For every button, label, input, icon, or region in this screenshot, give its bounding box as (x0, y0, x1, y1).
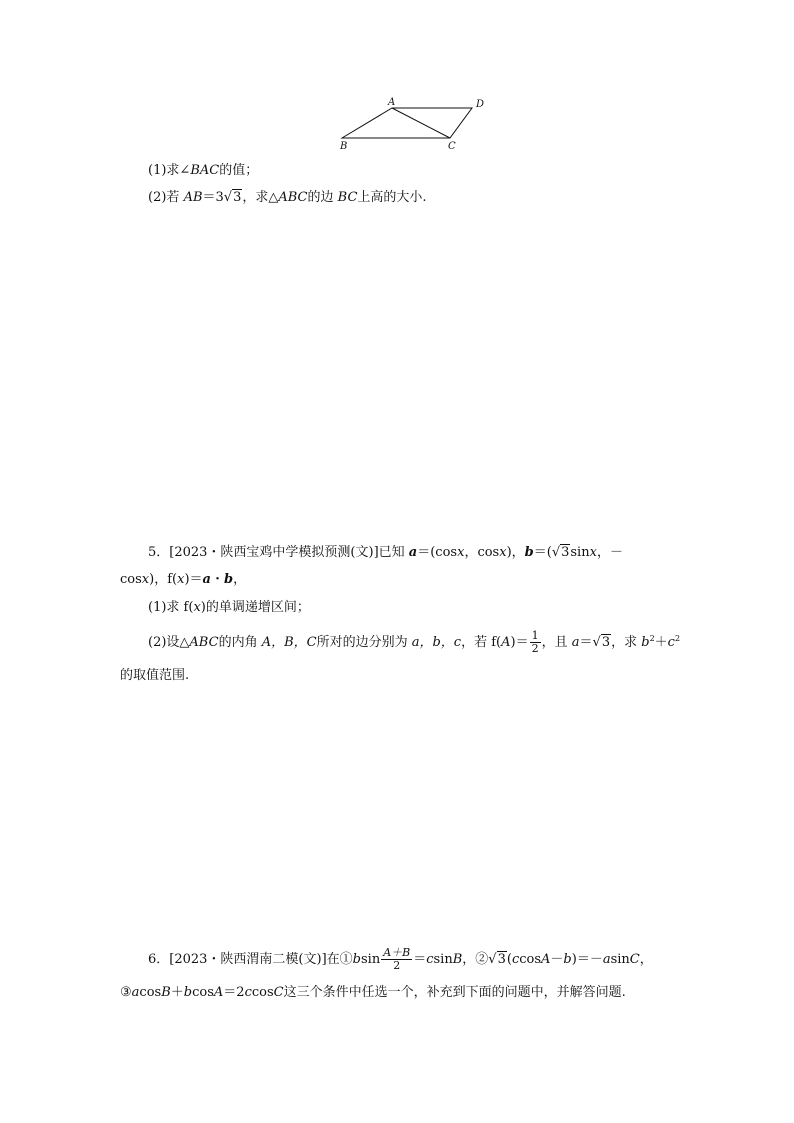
q5-p2-c: 所对的边分别为 (316, 635, 412, 650)
var-A: A (213, 985, 224, 1000)
q5-line3-text: 的取值范围. (120, 668, 190, 683)
vector-b: b (524, 545, 534, 560)
var-x: x (141, 572, 150, 587)
sqrt-symbol: √3 (223, 190, 242, 205)
var-c: c (511, 952, 520, 967)
q5-a-val: ＝(cos (417, 545, 458, 560)
sin-fn: sin (433, 952, 453, 967)
vector-a: a (408, 545, 418, 560)
q5-line2-end: ， (233, 572, 247, 587)
q6-l2-eq: ＝2 (223, 985, 245, 1000)
q6-paren: ( (506, 952, 512, 967)
sqrt-symbol: √3 (592, 635, 611, 650)
var-b: b (352, 952, 361, 967)
var-x: x (589, 545, 597, 560)
q4-part1-prefix: (1)求∠ (148, 163, 191, 178)
side-ab: AB (183, 190, 203, 205)
diagonal-ac (392, 108, 450, 138)
var-B: B (161, 985, 171, 1000)
label-B: B (340, 141, 348, 152)
var-c: c (426, 952, 434, 967)
q5-f: )，f( (149, 572, 178, 587)
q4-mid: ，求△ (242, 190, 279, 205)
sqrt-radicand: 3 (233, 190, 242, 205)
q5-p2-f: ，且 (541, 635, 572, 650)
side-vars: a，b，c (411, 635, 462, 650)
q4-side: 的边 (307, 190, 338, 205)
var-a: a (571, 635, 580, 650)
parallelogram-diagram (330, 92, 500, 154)
q4-part2-prefix: (2)若 (148, 190, 184, 205)
q6-eq2: )＝－ (571, 952, 603, 967)
fraction-a-plus-b (381, 947, 412, 972)
q5-line1 (148, 546, 623, 559)
q4-eq: ＝3 (202, 190, 224, 205)
triangle-abc: ABC (189, 635, 219, 650)
var-C: C (273, 985, 284, 1000)
fraction-half (530, 630, 541, 655)
fraction-denominator: 2 (381, 959, 412, 972)
q6-number: 6． (148, 952, 170, 967)
q5-part1-suffix: )的单调递增区间； (200, 600, 310, 615)
q4-part2 (148, 191, 427, 204)
q6-line1 (148, 947, 653, 973)
q5-close: )， (506, 545, 525, 560)
q6-end: ， (639, 952, 653, 967)
sqrt-symbol: √3 (488, 952, 506, 967)
q5-p2-h: ，求 (611, 635, 642, 650)
q5-line2 (120, 573, 246, 586)
var-x: x (457, 545, 465, 560)
q5-p2-e: )＝ (510, 635, 529, 650)
cos-fn: cos (251, 985, 274, 1000)
var-c: c (667, 635, 675, 650)
q5-number: 5． (148, 545, 170, 560)
sin-fn: sin (570, 545, 590, 560)
q4-suffix: 上高的大小. (357, 190, 427, 205)
var-c: c (244, 985, 252, 1000)
label-D: D (476, 99, 485, 110)
var-a: a (602, 952, 611, 967)
var-b: b (641, 635, 650, 650)
sqrt-radicand: 3 (601, 635, 611, 650)
cos-fn: cos (120, 572, 142, 587)
q6-line2 (120, 986, 626, 999)
label-A: A (388, 97, 396, 108)
q5-p2-b: 的内角 (218, 635, 262, 650)
cos-fn: cos (192, 985, 214, 1000)
cos-fn: cos (139, 985, 162, 1000)
q6-eq1: ＝ (413, 952, 427, 967)
q6-l2-rest: 这三个条件中任选一个，补充到下面的问题中，并解答问题. (283, 985, 626, 1000)
sqrt-radicand: 3 (497, 952, 506, 967)
minus-sign: － (550, 952, 564, 967)
var-b: b (183, 985, 193, 1000)
plus-sign: ＋ (654, 635, 668, 650)
q5-b-val: ＝( (533, 545, 552, 560)
plus-sign: ＋ (170, 985, 184, 1000)
angle-vars: A，B，C (261, 635, 317, 650)
q5-mid: ，cos (464, 545, 500, 560)
q5-part1 (148, 601, 310, 614)
cos-fn: cos (519, 952, 542, 967)
var-C: C (629, 952, 640, 967)
var-A: A (501, 635, 511, 650)
var-A: A (541, 952, 551, 967)
sqrt-symbol: √3 (551, 545, 570, 560)
var-x: x (499, 545, 507, 560)
q5-end: ，－ (596, 545, 623, 560)
q5-part1-prefix: (1)求 f( (148, 600, 194, 615)
exponent: 2 (649, 634, 655, 643)
sqrt-radicand: 3 (561, 545, 570, 560)
var-x: x (177, 572, 185, 587)
q5-eq: )＝ (184, 572, 203, 587)
var-a: a (131, 985, 140, 1000)
q6-sep: ，② (462, 952, 489, 967)
sin-fn: sin (360, 952, 381, 967)
q5-p2-g: ＝ (579, 635, 593, 650)
q5-p2-a: (2)设△ (148, 635, 190, 650)
q4-part1-suffix: 的值； (219, 163, 259, 178)
fraction-denominator: 2 (531, 642, 539, 655)
var-b: b (563, 952, 572, 967)
q5-part2 (148, 630, 680, 655)
angle-var: BAC (190, 163, 220, 178)
exponent: 2 (674, 634, 681, 643)
q5-source: [2023・陕西宝鸡中学模拟预测(文)]已知 (169, 545, 409, 560)
vector-b: b (223, 572, 234, 587)
parallelogram-outline (342, 108, 472, 138)
label-C: C (448, 141, 456, 152)
var-x: x (193, 600, 201, 615)
dot-operator: ・ (210, 572, 224, 587)
q5-line3 (120, 669, 189, 682)
parallelogram-figure (330, 92, 500, 154)
triangle-abc: ABC (278, 190, 308, 205)
q5-p2-d: ，若 f( (461, 635, 502, 650)
fraction-numerator: A＋B (383, 946, 411, 959)
q4-part1 (148, 164, 258, 177)
circled-three: ③ (120, 985, 132, 1000)
side-bc: BC (337, 190, 358, 205)
var-B: B (452, 952, 463, 967)
q6-source: [2023・陕西渭南二模(文)]在① (169, 952, 353, 967)
vector-a: a (202, 572, 211, 587)
sin-fn: sin (610, 952, 630, 967)
fraction-numerator: 1 (531, 629, 539, 642)
